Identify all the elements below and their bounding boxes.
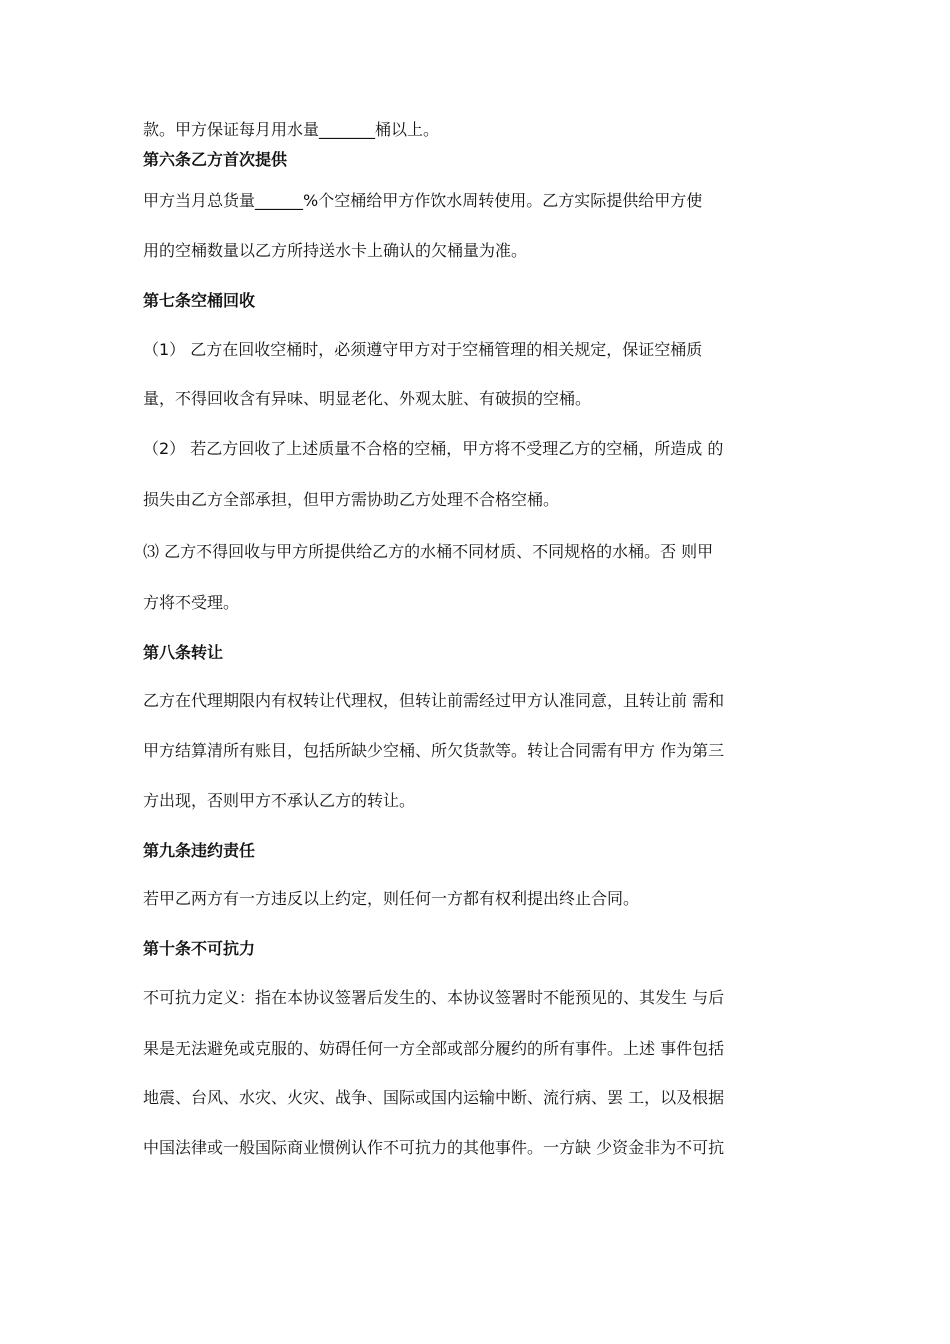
text-line: 地震、台风、水灾、火灾、战争、国际或国内运输中断、流行病、罢 工，以及根据 [143, 1088, 725, 1107]
text-line: ⑶ 乙方不得回收与甲方所提供给乙方的水桶不同材质、不同规格的水桶。否 则甲 [143, 542, 714, 561]
section-heading: 第十条不可抗力 [143, 939, 256, 958]
text-line: 果是无法避免或克服的、妨碍任何一方全部或部分履约的所有事件。上述 事件包括 [143, 1039, 725, 1058]
text-line: （2） 若乙方回收了上述质量不合格的空桶，甲方将不受理乙方的空桶，所造成 的 [143, 439, 724, 458]
section-heading: 第九条违约责任 [143, 841, 256, 860]
text-line: 方将不受理。 [143, 593, 240, 612]
text-line: 方出现，否则甲方不承认乙方的转让。 [143, 791, 416, 810]
text-line: 中国法律或一般国际商业惯例认作不可抗力的其他事件。一方缺 少资金非为不可抗 [143, 1138, 725, 1157]
text-line: 不可抗力定义：指在本协议签署后发生的、本协议签署时不能预见的、其发生 与后 [143, 988, 725, 1007]
text-line: 若甲乙两方有一方违反以上约定，则任何一方都有权利提出终止合同。 [143, 889, 640, 908]
text-line: 甲方当月总货量______%个空桶给甲方作饮水周转使用。乙方实际提供给甲方使 [143, 191, 703, 210]
section-heading: 第六条乙方首次提供 [143, 150, 288, 169]
text-line: 款。甲方保证每月用水量_______桶以上。 [143, 120, 440, 139]
section-heading: 第七条空桶回收 [143, 291, 256, 310]
section-heading: 第八条转让 [143, 643, 224, 662]
text-line: 损失由乙方全部承担，但甲方需协助乙方处理不合格空桶。 [143, 490, 560, 509]
text-line: 乙方在代理期限内有权转让代理权，但转让前需经过甲方认准同意，且转让前 需和 [143, 691, 725, 710]
text-line: 量，不得回收含有异味、明显老化、外观太脏、有破损的空桶。 [143, 389, 592, 408]
text-line: （1） 乙方在回收空桶时，必须遵守甲方对于空桶管理的相关规定，保证空桶质 [143, 340, 703, 359]
text-line: 用的空桶数量以乙方所持送水卡上确认的欠桶量为准。 [143, 241, 528, 260]
text-line: 甲方结算清所有账目，包括所缺少空桶、所欠货款等。转让合同需有甲方 作为第三 [143, 741, 725, 760]
